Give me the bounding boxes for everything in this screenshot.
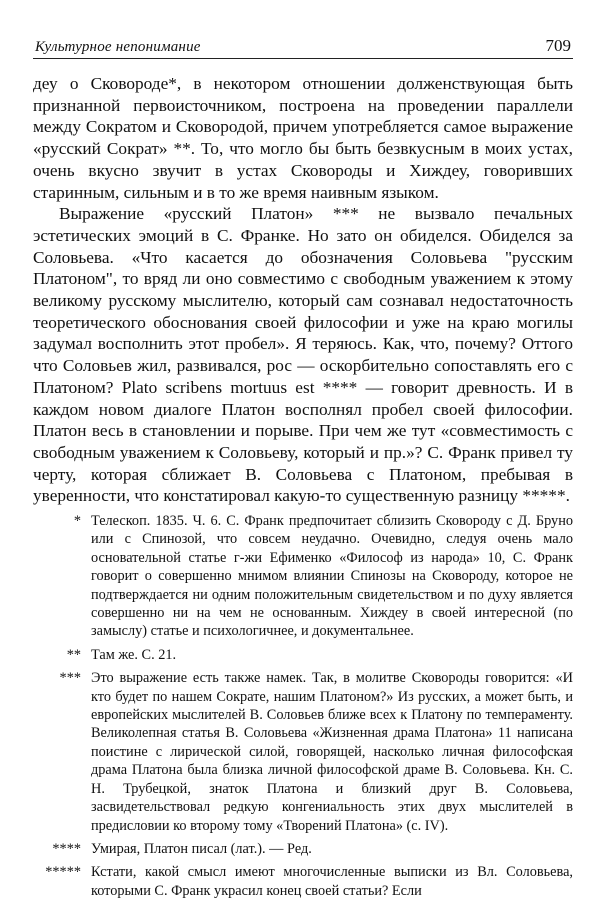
footnote-mark: ***** [45, 864, 81, 881]
page-header [33, 36, 573, 59]
footnote-text: Там же. С. 21. [91, 646, 177, 663]
footnote [33, 840, 573, 858]
footnotes [33, 512, 573, 905]
footnote-mark: * [73, 513, 81, 529]
footnote-mark: **** [52, 840, 81, 857]
footnote-mark: ** [66, 646, 81, 663]
running-title: Культурное непонимание [35, 39, 201, 55]
footnote-text: Умирая, Платон писал (лат.). — Ред. [91, 840, 312, 857]
footnote-text: Это выражение есть также намек. Так, в молитве Сковороды говорится: «И кто будет по нашем Сократе, нашим Платоном?» Из русских, а может быть, и европейских мыслителей В. Соловьев ближе всех к Платону по темпераменту. Великолепная статья В. Соловьева «Жизненная драма Платона» 11 написана поистине с лирической силой, говорящей, насколько личная философская драма Платона была близка личной философской драме В. Соловьева. Кн. С. Н. Трубецкой, знаток Платона и близкий друг В. Соловьева, засвидетельствовал редкую конгениальность этих двух мыслителей в предисловии ко второму тому «Творений Платона» (с. IV). [91, 670, 573, 834]
footnote [33, 669, 573, 835]
paragraph-2: Выражение «русский Платон» *** не вызвало печальных эстетических эмоций в С. Франке. Но зато он обиделся. Обиделся за Соловьева. «Что касается до обозначения Соловьева "русским Платоном", то вряд ли оно совместимо с свободным уважением к этому великому русскому мыслителю, который сам сознавал недостаточность теоретического обоснования своей философии и уже на краю могилы задумал восполнить этот пробел». Я теряюсь. Как, что, почему? Оттого что Соловьев жил, развивался, рос — оскорбительно сопоставлять его с Платоном? Plato scribens mortuus est **** — говорит древность. И в каждом новом диалоге Платон восполнял пробел своей философии. Платон весь в становлении и порыве. При чем же тут «совместимость с свободным уважением к Соловьеву, который и пр.»? С. Франк привел ту черту, которая сближает В. Соловьева с Платоном, пребывая в уверенности, что констатировал какую-то существенную разницу *****. [33, 204, 573, 506]
footnote [33, 512, 573, 641]
paragraph-1: деу о Сковороде*, в некотором отношении долженствующая быть признанной первоисточником, построена на проведении параллели между Сократом и Сковородой, причем употребляется самое выражение «русский Сократ» **. То, что могло бы быть безвкусным в моих устах, очень вкусно звучит в устах Сковороды и Хиждеу, говоривших старинным, сильным и в то же время наивным языком. [33, 74, 573, 202]
page-number: 709 [545, 36, 571, 55]
footnote-text: Кстати, какой смысл имеют многочисленные выписки из Вл. Соловьева, которыми С. Франк украсил конец своей статьи? Если [91, 864, 573, 899]
footnote-mark: *** [59, 670, 81, 687]
footnote [33, 646, 573, 664]
footnote-text: Телескоп. 1835. Ч. 6. С. Франк предпочитает сблизить Сковороду с Д. Бруно или с Спинозой, что совсем неудачно. Очевидно, следуя очень мало основательной статье г-жи Ефименко «Философ из народа» 10, С. Франк говорит о совершенно мнимом влиянии Спинозы на Сковороду, которое не подтверждается ни одним положительным свидетельством и по духу является совершенно ни на чем не основанным. Хиждеу в своей интересной (по замыслу) статье и психологичнее, и документальнее. [91, 513, 573, 640]
footnote [33, 863, 573, 900]
main-text [33, 73, 573, 507]
